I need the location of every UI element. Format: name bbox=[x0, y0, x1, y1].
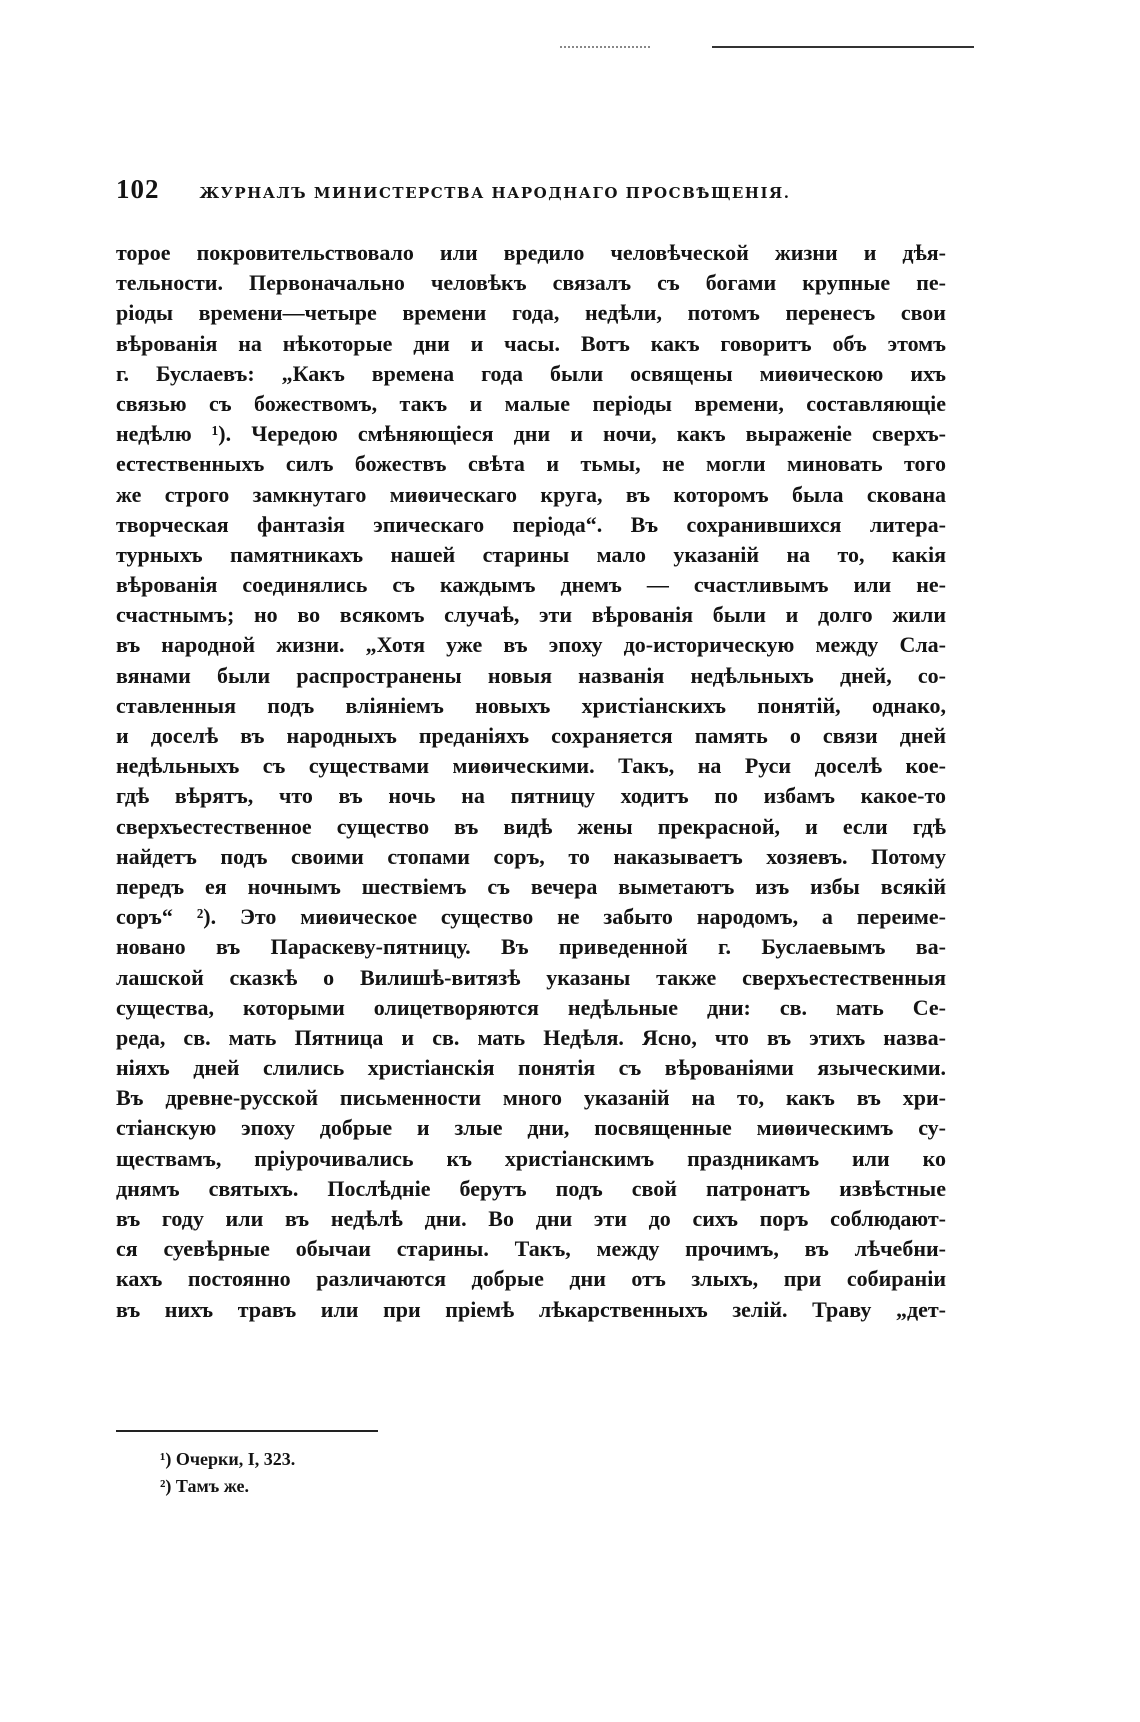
text-line: турныхъ памятникахъ нашей старины мало указаній на то, какія bbox=[116, 541, 946, 567]
text-line: въ году или въ недѣлѣ дни. Во дни эти до сихъ поръ соблюдают- bbox=[116, 1206, 946, 1231]
text-line: соръ“ ²). Это миѳическое существо не забыто народомъ, а переиме- bbox=[116, 904, 946, 930]
text-line: передъ ея ночнымъ шествіемъ съ вечера выметаютъ изъ избы всякій bbox=[116, 873, 946, 899]
body-text bbox=[116, 238, 946, 1325]
text-line: же строго замкнутаго миѳическаго круга, въ которомъ была скована bbox=[116, 481, 946, 507]
text-line: въ народной жизни. „Хотя уже въ эпоху до-историческую между Сла- bbox=[116, 632, 946, 658]
footnote-mark: ²) bbox=[160, 1476, 172, 1496]
text-line: гдѣ вѣрятъ, что въ ночь на пятницу ходитъ по избамъ какое-то bbox=[116, 783, 946, 809]
footnote-separator bbox=[116, 1430, 378, 1432]
text-line: ществамъ, пріурочивались къ христіанскимъ праздникамъ или ко bbox=[116, 1145, 946, 1171]
text-line: днямъ святыхъ. Послѣдніе берутъ подъ свой патронатъ извѣстные bbox=[116, 1175, 946, 1201]
text-line: въ нихъ травъ или при пріемѣ лѣкарственныхъ зелій. Траву „дет- bbox=[116, 1296, 946, 1322]
footnotes bbox=[160, 1446, 295, 1500]
footnote-text: Тамъ же. bbox=[175, 1476, 250, 1496]
text-line: лашской сказкѣ о Вилишѣ-витязѣ указаны также сверхъестественныя bbox=[116, 964, 946, 990]
text-line: недѣльныхъ съ существами миѳическими. Такъ, на Руси доселѣ кое- bbox=[116, 753, 946, 779]
text-line: вѣрованія соединялись съ каждымъ днемъ — счастливымъ или не- bbox=[116, 572, 946, 598]
text-line: тельности. Первоначально человѣкъ связалъ съ богами крупные пе- bbox=[116, 270, 946, 296]
text-line: счастнымъ; но во всякомъ случаѣ, эти вѣрованія были и долго жили bbox=[116, 602, 946, 628]
top-edge-rule bbox=[712, 46, 974, 48]
text-line: сверхъестественное существо въ видѣ жены прекрасной, и если гдѣ bbox=[116, 813, 946, 839]
running-title: ЖУРНАЛЪ МИНИСТЕРСТВА НАРОДНАГО ПРОСВѢЩЕНІЯ. bbox=[199, 184, 791, 202]
page-header bbox=[116, 174, 946, 205]
text-line: ніяхъ дней слились христіанскія понятія съ вѣрованіями языческими. bbox=[116, 1055, 946, 1081]
text-line: вянами были распространены новыя названія недѣльныхъ дней, со- bbox=[116, 662, 946, 688]
top-edge-dash bbox=[560, 46, 650, 48]
text-line: существа, которыми олицетворяются недѣльные дни: св. мать Се- bbox=[116, 994, 946, 1020]
text-line: связью съ божествомъ, такъ и малые періоды времени, составляющіе bbox=[116, 390, 946, 416]
text-line: торое покровительствовало или вредило человѣческой жизни и дѣя- bbox=[116, 240, 946, 265]
footnote-text: Очерки, I, 323. bbox=[175, 1449, 296, 1469]
text-line: реда, св. мать Пятница и св. мать Недѣля. Ясно, что въ этихъ назва- bbox=[116, 1024, 946, 1050]
text-line: ся суевѣрные обычаи старины. Такъ, между прочимъ, въ лѣчебни- bbox=[116, 1236, 946, 1262]
footnote bbox=[160, 1473, 295, 1500]
text-line: г. Буслаевъ: „Какъ времена года были освящены миѳическою ихъ bbox=[116, 360, 946, 386]
text-line: и доселѣ въ народныхъ преданіяхъ сохраняется память о связи дней bbox=[116, 723, 946, 748]
text-line: новано въ Параскеву-пятницу. Въ приведенной г. Буслаевымъ ва- bbox=[116, 934, 946, 960]
text-line: творческая фантазія эпическаго періода“. Въ сохранившихся литера- bbox=[116, 511, 946, 537]
text-line: найдетъ подъ своими стопами соръ, то наказываетъ хозяевъ. Потому bbox=[116, 843, 946, 869]
footnote-mark: ¹) bbox=[160, 1449, 172, 1469]
text-line: естественныхъ силъ божествъ свѣта и тьмы, не могли миновать того bbox=[116, 451, 946, 477]
text-line: ріоды времени—четыре времени года, недѣли, потомъ перенесъ свои bbox=[116, 300, 946, 326]
text-line: Въ древне-русской письменности много указаній на то, какъ въ хри- bbox=[116, 1085, 946, 1111]
text-line: стіанскую эпоху добрые и злые дни, посвященные миѳическимъ су- bbox=[116, 1115, 946, 1141]
text-line: ставленныя подъ вліяніемъ новыхъ христіанскихъ понятій, однако, bbox=[116, 692, 946, 718]
text-line: вѣрованія на нѣкоторые дни и часы. Вотъ какъ говоритъ объ этомъ bbox=[116, 330, 946, 356]
text-line: недѣлю ¹). Чередою смѣняющіеся дни и ночи, какъ выраженіе сверхъ- bbox=[116, 421, 946, 447]
footnote bbox=[160, 1446, 295, 1473]
page-number: 102 bbox=[116, 174, 160, 204]
text-line: кахъ постоянно различаются добрые дни отъ злыхъ, при собираніи bbox=[116, 1266, 946, 1292]
